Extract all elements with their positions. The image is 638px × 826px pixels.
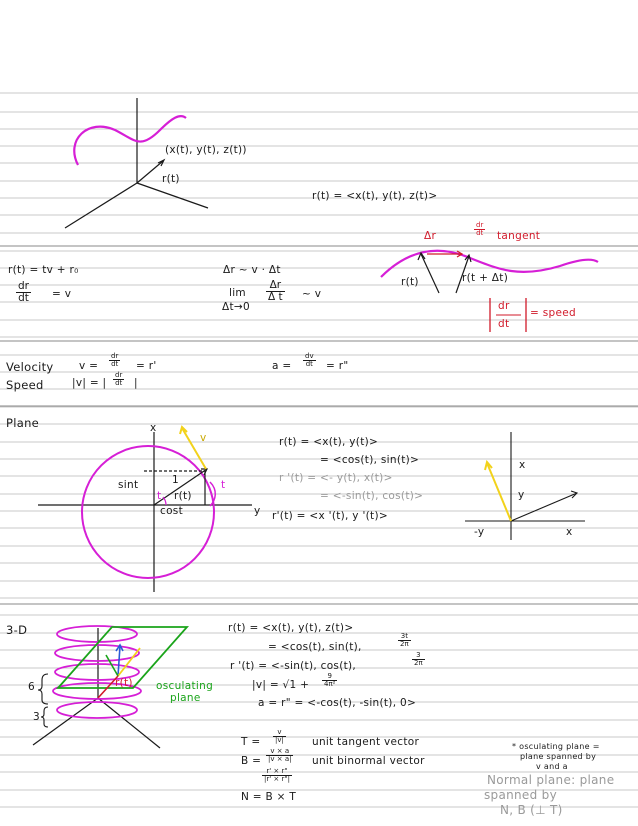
v-frac-den: dt [111,360,119,369]
t-hat-desc: unit tangent vector [312,736,420,748]
eq4-frac-num: 9 [322,673,337,681]
radius-one: 1 [172,474,179,486]
helix-eq4: |v| = √1 + [252,679,310,691]
brace-six: 6 [28,681,35,693]
note-line2: plane spanned by [520,752,597,761]
circle-v-label: v [200,432,207,444]
normal-plane-line2: spanned by [484,788,557,802]
eq3-frac-den: 2π [414,659,423,668]
threed-title: 3-D [6,623,28,637]
lim-subscript: Δt→0 [222,301,250,313]
lim-approx-v: ~ v [302,288,322,300]
drdt-den: dt [18,292,29,305]
angle-t-label: t [157,490,162,502]
helix-eq2-frac [398,633,411,649]
helix-eq1: r(t) = <x(t), y(t), z(t)> [228,622,354,634]
curve-r-label: r(t) [401,276,419,288]
b-hat-lhs: B = [241,755,262,767]
small-y-axis: y [518,489,525,501]
point-label: (x(t), y(t), z(t)) [165,144,247,156]
speed-lhs: |v| = | [72,377,107,389]
speed-label-2: Speed [6,378,44,392]
helix-rt-label: r(t) [115,677,133,689]
b-hat2-num: r' × r" [262,768,292,776]
speed-frac-den: dt [115,379,123,388]
t-hat-frac [273,729,286,745]
speed-rhs: | [134,377,138,389]
brace-three: 3 [33,711,40,723]
plane-eq3: r '(t) = <- y(t), x(t)> [279,472,393,484]
osc-label: osculating [156,680,214,692]
small-x2: x [566,526,573,538]
helix-eq3-frac [412,652,425,668]
v-frac-num: dr [111,352,119,360]
a-rhs: = r" [326,360,349,372]
speed-frac-num: dr [115,371,123,379]
r-definition: r(t) = <x(t), y(t), z(t)> [312,190,438,202]
plane-eq1: r(t) = <x(t), y(t)> [279,436,379,448]
speed-dt: dt [498,318,510,330]
plane-eq2: = <cos(t), sin(t)> [320,454,420,466]
helix-eq5: a = r" = <-cos(t), -sin(t), 0> [258,697,417,709]
t-hat-num: v [273,729,286,737]
small-neg-y: -y [474,526,485,538]
small-x-axis: x [519,459,526,471]
t-hat-lhs: T = [241,736,261,748]
tangent-label: tangent [497,230,541,242]
v-rhs: = r' [136,360,157,372]
dt-denominator: dt [476,229,484,238]
delta-approx: Δr ~ v · Δt [223,264,281,276]
t-hat-den: |v| [275,736,284,745]
helix-eq4-frac [322,673,337,689]
b-hat-desc: unit binormal vector [312,755,425,767]
line-param: r(t) = tv + r₀ [8,264,79,276]
dr-numerator: dr [476,221,484,229]
osc-plane-label: plane [170,692,201,704]
normal-plane-line3: N, B (⊥ T) [500,803,563,817]
drdt-equals-v: = v [52,288,72,300]
circle-rt-label: r(t) [174,490,192,502]
eq2-frac-den: 2π [400,640,409,649]
r-vector-label: r(t) [162,173,180,185]
eq2-frac-num: 3t [398,633,411,641]
speed-label: = speed [530,307,576,319]
a-frac-den: dt [305,360,313,369]
plane-eq4: = <-sin(t), cos(t)> [320,490,424,502]
circle-t-label: t [221,479,226,491]
plane-title: Plane [6,416,40,430]
b-hat-num: v × a [266,748,293,756]
note-line1: * osculating plane = [512,742,600,751]
cost-label: cost [160,505,183,517]
normal-plane-line1: Normal plane: plane [487,773,615,787]
lim-num: Δr [266,280,285,292]
eq4-frac-den: 4π² [324,680,336,689]
drdt-num: dr [18,280,29,292]
b-hat-den: |v × a| [268,755,292,764]
circle-x-axis: x [150,422,157,434]
b-hat-frac2 [262,768,292,784]
n-hat-def: N = B × T [241,791,297,803]
delta-r-label: Δr [424,230,437,242]
lim-label: lim [229,287,246,299]
helix-eq3: r '(t) = <-sin(t), cos(t), [230,660,357,672]
circle-y-axis: y [254,505,261,517]
helix-eq2: = <cos(t), sin(t), [268,641,362,653]
eq3-frac-num: 3 [412,652,425,660]
note-line3: v and a [536,762,568,771]
a-lhs: a = [272,360,292,372]
a-frac-num: dv [305,352,314,360]
speed-dr: dr [498,300,510,312]
sint-label: sint [118,479,139,491]
lim-den: Δ t [268,291,283,304]
velocity-label: Velocity [6,360,54,374]
plane-eq5: r'(t) = <x '(t), y '(t)> [272,510,388,522]
b-hat-frac [266,748,293,764]
b-hat2-den: |r' × r"| [264,775,290,784]
curve-r-dt-label: r(t + Δt) [462,272,509,284]
v-lhs: v = [79,360,99,372]
